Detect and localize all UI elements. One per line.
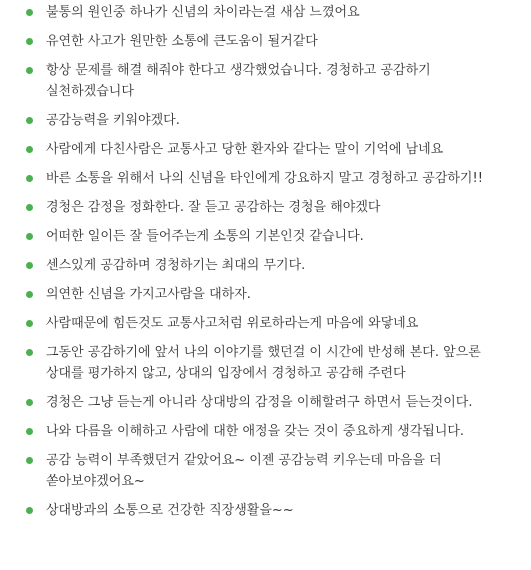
bullet-icon (26, 38, 33, 45)
comment-text: 경청은 그냥 듣는게 아니라 상대방의 감정을 이해할려구 하면서 듣는것이다. (46, 395, 473, 410)
list-item (24, 284, 521, 305)
list-item (24, 110, 521, 131)
list-item (24, 139, 521, 160)
list-item (24, 500, 521, 521)
comment-text: 센스있게 공감하며 경청하기는 최대의 무기다. (46, 258, 306, 273)
bullet-icon (26, 507, 33, 514)
bullet-icon (26, 175, 33, 182)
bullet-icon (26, 349, 33, 356)
bullet-icon (26, 117, 33, 124)
bullet-icon (26, 146, 33, 153)
comment-text: 사람때문에 힘든것도 교통사고처럼 위로하라는게 마음에 와닿네요 (46, 316, 419, 331)
bullet-icon (26, 262, 33, 269)
list-item (24, 60, 521, 102)
comment-text: 어떠한 일이든 잘 들어주는게 소통의 기본인것 같습니다. (46, 229, 364, 244)
list-item (24, 197, 521, 218)
comment-text: 불통의 원인중 하나가 신념의 차이라는걸 새삼 느꼈어요 (46, 5, 360, 20)
list-item (24, 31, 521, 52)
comment-text: 바른 소통을 위해서 나의 신념을 타인에게 강요하지 말고 경청하고 공감하기!! (46, 171, 483, 186)
comment-text: 공감 능력이 부족했던거 같았어요~ 이젠 공감능력 키우는데 마음을 더 쏟아보야겠어요~ (46, 453, 442, 489)
comment-text: 상대방과의 소통으로 건강한 직장생활을~~ (46, 503, 294, 518)
bullet-icon (26, 428, 33, 435)
comment-text: 공감능력을 키워야겠다. (46, 113, 180, 128)
bullet-icon (26, 9, 33, 16)
bullet-icon (26, 399, 33, 406)
bullet-icon (26, 291, 33, 298)
list-item (24, 392, 521, 413)
comment-text: 경청은 감정을 정화한다. 잘 듣고 공감하는 경청을 해야겠다 (46, 200, 381, 215)
bullet-icon (26, 320, 33, 327)
list-item (24, 421, 521, 442)
bullet-icon (26, 457, 33, 464)
list-item (24, 168, 521, 189)
bullet-icon (26, 67, 33, 74)
list-item (24, 226, 521, 247)
list-item (24, 313, 521, 334)
bullet-icon (26, 204, 33, 211)
list-item (24, 450, 521, 492)
comment-text: 나와 다름을 이해하고 사람에 대한 애정을 갖는 것이 중요하게 생각됩니다. (46, 424, 465, 439)
comment-text: 의연한 신념을 가지고사람을 대하자. (46, 287, 251, 302)
comment-text: 그동안 공감하기에 앞서 나의 이야기를 했던걸 이 시간에 반성해 본다. 앞으론 상대를 평가하지 않고, 상대의 입장에서 경청하고 공감해 주련다 (46, 345, 481, 381)
comment-text: 사람에게 다친사람은 교통사고 당한 환자와 같다는 말이 기억에 남네요 (46, 142, 444, 157)
list-item (24, 255, 521, 276)
comment-text: 유연한 사고가 원만한 소통에 큰도움이 될거같다 (46, 34, 318, 49)
comment-text: 항상 문제를 해결 해줘야 한다고 생각했었습니다. 경청하고 공감하기 실천하겠습니다 (46, 63, 431, 99)
list-item (24, 2, 521, 23)
list-item (24, 342, 521, 384)
bullet-icon (26, 233, 33, 240)
